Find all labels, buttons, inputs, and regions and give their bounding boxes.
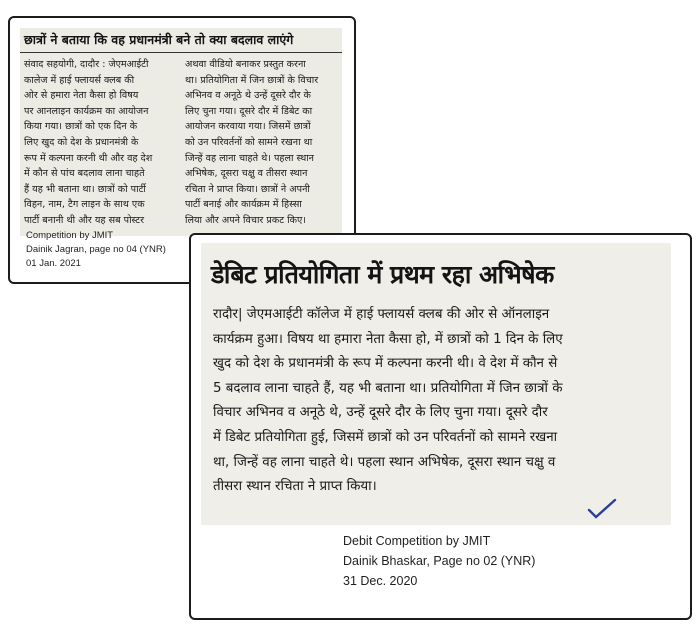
clipping-scan — [201, 243, 671, 525]
article-line: तीसरा स्थान रचिता ने प्राप्त किया। — [213, 479, 377, 495]
article-line: आयोजन करवाया गया। जिसमें छात्रों — [185, 121, 311, 133]
article-line: संवाद सहयोगी, दादौर : जेएमआईटी — [24, 59, 149, 70]
article-line: कार्यक्रम हुआ। विषय था हमारा नेता कैसा हो, में छात्रों को 1 दिन के लिए — [213, 331, 563, 347]
article-line: था, जिन्हें वह लाना चाहते थे। पहला स्थान अभिषेक, दूसरा स्थान चक्षु व — [213, 454, 556, 470]
article-line: लिया और अपने विचार प्रकट किए। — [185, 214, 306, 226]
article-line: 5 बदलाव लाना चाहते हैं, यह भी बताना था। प्रतियोगिता में जिन छात्रों के — [213, 380, 563, 396]
article-line: था। प्रतियोगिता में जिन छात्रों के विचार — [185, 74, 319, 86]
caption-source: Dainik Jagran, page no 04 (YNR) — [26, 244, 166, 255]
article-column-left — [24, 57, 177, 229]
article-line: अभिषेक, दूसरा चक्षु व तीसरा स्थान — [185, 168, 308, 180]
clipping-caption — [343, 531, 535, 591]
article-line: खुद को देश के प्रधानमंत्री के रूप में कल्पना करनी थी। वे देश में कौन से — [213, 356, 558, 372]
article-line: रचिता ने प्राप्त किया। छात्रों ने अपनी — [185, 183, 310, 195]
article-line: पर आनलाइन कार्यक्रम का आयोजन — [24, 105, 149, 117]
article-line: अभिनव व अनूठे थे उन्हें दूसरे दौर के — [185, 90, 311, 102]
article-body — [201, 297, 671, 500]
article-line: को उन परिवर्तनों को सामने रखना था — [185, 136, 313, 148]
article-columns — [20, 53, 342, 229]
article-line: रादौर| जेएमआईटी कॉलेज में हाई फ्लायर्स क्लब की ओर से ऑनलाइन — [213, 307, 550, 322]
clipping-headline: छात्रों ने बताया कि वह प्रधानमंत्री बने तो क्या बदलाव लाएंगे — [20, 28, 342, 53]
clipping-caption — [26, 229, 166, 271]
article-line: में कौन से पांच बदलाव लाना चाहते — [24, 168, 145, 180]
article-line: पार्टी बनानी थी और यह सब पोस्टर — [24, 214, 145, 226]
article-line: रूप में कल्पना करनी थी और वह देश — [24, 152, 153, 164]
article-line: हैं यह भी बताना था। छात्रों को पार्टी — [24, 183, 146, 195]
newspaper-clipping-bhaskar — [189, 233, 692, 620]
clipping-headline: डेबिट प्रतियोगिता में प्रथम रहा अभिषेक — [211, 260, 554, 289]
article-line: में डिबेट प्रतियोगिता हुई, जिसमें छात्रों को उन परिवर्तनों को सामने रखना — [213, 429, 558, 445]
caption-title: Competition by JMIT — [26, 230, 114, 241]
article-line: जिन्हें वह लाना चाहते थे। पहला स्थान — [185, 152, 315, 164]
article-line: अथवा वीडियो बनाकर प्रस्तुत करना — [185, 59, 306, 70]
caption-date: 31 Dec. 2020 — [343, 574, 418, 588]
article-column-right — [185, 57, 338, 229]
article-line: ओर से हमारा नेता कैसा हो विषय — [24, 90, 139, 102]
caption-title: Debit Competition by JMIT — [343, 534, 491, 548]
caption-source: Dainik Bhaskar, Page no 02 (YNR) — [343, 554, 536, 568]
article-line: लिए खुद को देश के प्रधानमंत्री के — [24, 136, 139, 148]
article-line: विहन, नाम, टैग लाइन के साथ एक — [24, 199, 145, 211]
clipping-scan — [20, 28, 342, 236]
article-line: विचार अभिनव व अनूठे थे, उन्हें दूसरे दौर के लिए चुना गया। दूसरे दौर — [213, 405, 548, 421]
article-line: पार्टी बनाई और कार्यक्रम में हिस्सा — [185, 199, 302, 211]
article-line: लिए चुना गया। दूसरे दौर में डिबेट का — [185, 105, 313, 117]
pen-tick-icon — [587, 498, 617, 520]
caption-date: 01 Jan. 2021 — [26, 258, 81, 269]
article-line: कालेज में हाई फ्लायर्स क्लब की — [24, 74, 135, 86]
article-line: किया गया। छात्रों को एक दिन के — [24, 121, 138, 133]
